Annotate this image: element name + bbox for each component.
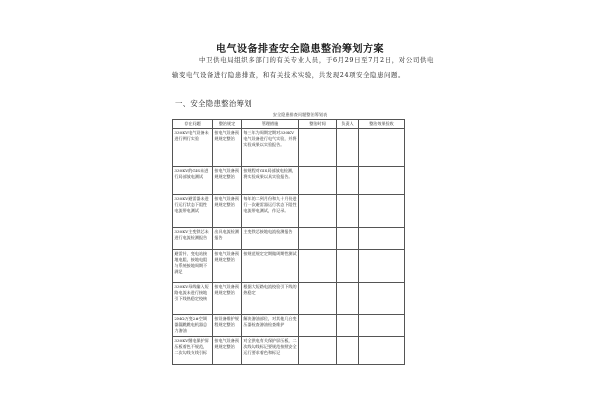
cell-time xyxy=(299,129,337,167)
cell-acceptance xyxy=(359,167,405,195)
cell-owner xyxy=(337,129,359,167)
cell-acceptance xyxy=(359,195,405,228)
cell-problem: 330KV母线输入短路电流未进行接地引下线热稳定校核 xyxy=(173,283,213,315)
cell-requirement: 按电气设备预规规定整治 xyxy=(213,195,242,228)
cell-acceptance xyxy=(359,228,405,250)
cell-requirement: 按电气设备预规规定整治 xyxy=(213,337,242,365)
cell-acceptance xyxy=(359,129,405,167)
cell-problem: 330KV主变铁芯未进行电流检测报告 xyxy=(173,228,213,250)
cell-measures: 每三年为周期定期对330KV电气设备进行电气实验，并将实验成果以实验报告。 xyxy=(242,129,299,167)
table-row xyxy=(173,167,405,195)
cell-problem: 2MΩ万变2#空调器漏跳跳电机器总力渗油 xyxy=(173,315,213,337)
cell-time xyxy=(299,228,337,250)
rectification-plan-table xyxy=(172,119,405,365)
cell-time xyxy=(299,250,337,283)
intro-paragraph: 中卫供电局组织多部门的有关专业人员，于6月29日至7月2日，对公司供电输变电气设备进行隐患排查，和有关技术实验，共发现24项安全隐患问题。 xyxy=(172,56,434,79)
cell-owner xyxy=(337,315,359,337)
cell-owner xyxy=(337,283,359,315)
cell-measures: 对全供电有关保护屏压板，二次线勾线标记要规范按照安全运行要求着色和标记 xyxy=(242,337,299,365)
cell-acceptance xyxy=(359,250,405,283)
cell-problem: 330KV避雷器未进行运行状态下阻性电流带电测试 xyxy=(173,195,213,228)
header-measures: 管理措施 xyxy=(242,120,299,129)
table-row xyxy=(173,283,405,315)
cell-requirement: 按电气设备预规规定整治 xyxy=(213,129,242,167)
cell-requirement: 出具电流检测报告 xyxy=(213,228,242,250)
cell-problem: 330KV电气设备未进行例行实验 xyxy=(173,129,213,167)
table-row xyxy=(173,250,405,283)
cell-problem: 330KV的GIS未进行局部放电测试 xyxy=(173,167,213,195)
cell-time xyxy=(299,337,337,365)
table-row xyxy=(173,129,405,167)
cell-measures: 按规程对GIS局部放电检测，将实验成果以具实验报告。 xyxy=(242,167,299,195)
header-requirement: 整治规定 xyxy=(213,120,242,129)
header-problem: 存在问题 xyxy=(173,120,213,129)
table-row xyxy=(173,337,405,365)
cell-owner xyxy=(337,337,359,365)
header-owner: 负责人 xyxy=(337,120,359,129)
cell-problem: 330KV继电保护屏压板着色不规范，二次勾线支线引标 xyxy=(173,337,213,365)
table-row xyxy=(173,228,405,250)
header-time: 整治时间 xyxy=(299,120,337,129)
cell-acceptance xyxy=(359,315,405,337)
section-heading: 一、安全隐患整治筹划 xyxy=(175,99,252,108)
cell-problem: 避雷针、变电站接地电阻，接地电阻与系统接地周期不满足 xyxy=(173,250,213,283)
cell-owner xyxy=(337,250,359,283)
cell-time xyxy=(299,283,337,315)
table-row xyxy=(173,315,405,337)
cell-measures: 每年的二到月份和九十月份进行一次避雷器运行状态下阻性电流带电测试，作记录。 xyxy=(242,195,299,228)
header-acceptance: 整治效果验收 xyxy=(359,120,405,129)
cell-requirement: 按电气设备预规规定整治 xyxy=(213,250,242,283)
cell-time xyxy=(299,167,337,195)
document-title: 电气设备排查安全隐患整治筹划方案 xyxy=(216,44,384,55)
cell-requirement: 按设备维护规程规定整治 xyxy=(213,315,242,337)
cell-measures: 主变铁芯接地电流检测报告 xyxy=(242,228,299,250)
table-header-row xyxy=(173,120,405,129)
table-row xyxy=(173,195,405,228)
cell-measures: 解决渗油部位，对其他几台变压器检查渗油检查维护 xyxy=(242,315,299,337)
cell-measures: 按规范规定定期做周期性测试 xyxy=(242,250,299,283)
cell-owner xyxy=(337,167,359,195)
cell-time xyxy=(299,315,337,337)
cell-time xyxy=(299,195,337,228)
cell-measures: 根据大短路电流校验引下线的热稳定 xyxy=(242,283,299,315)
cell-owner xyxy=(337,195,359,228)
cell-acceptance xyxy=(359,283,405,315)
cell-owner xyxy=(337,228,359,250)
table-caption: 安全隐患排查问题整治筹划表 xyxy=(272,112,328,117)
cell-acceptance xyxy=(359,337,405,365)
cell-requirement: 按电气设备预规规定整治 xyxy=(213,283,242,315)
cell-requirement: 按电气设备预规规定整治 xyxy=(213,167,242,195)
